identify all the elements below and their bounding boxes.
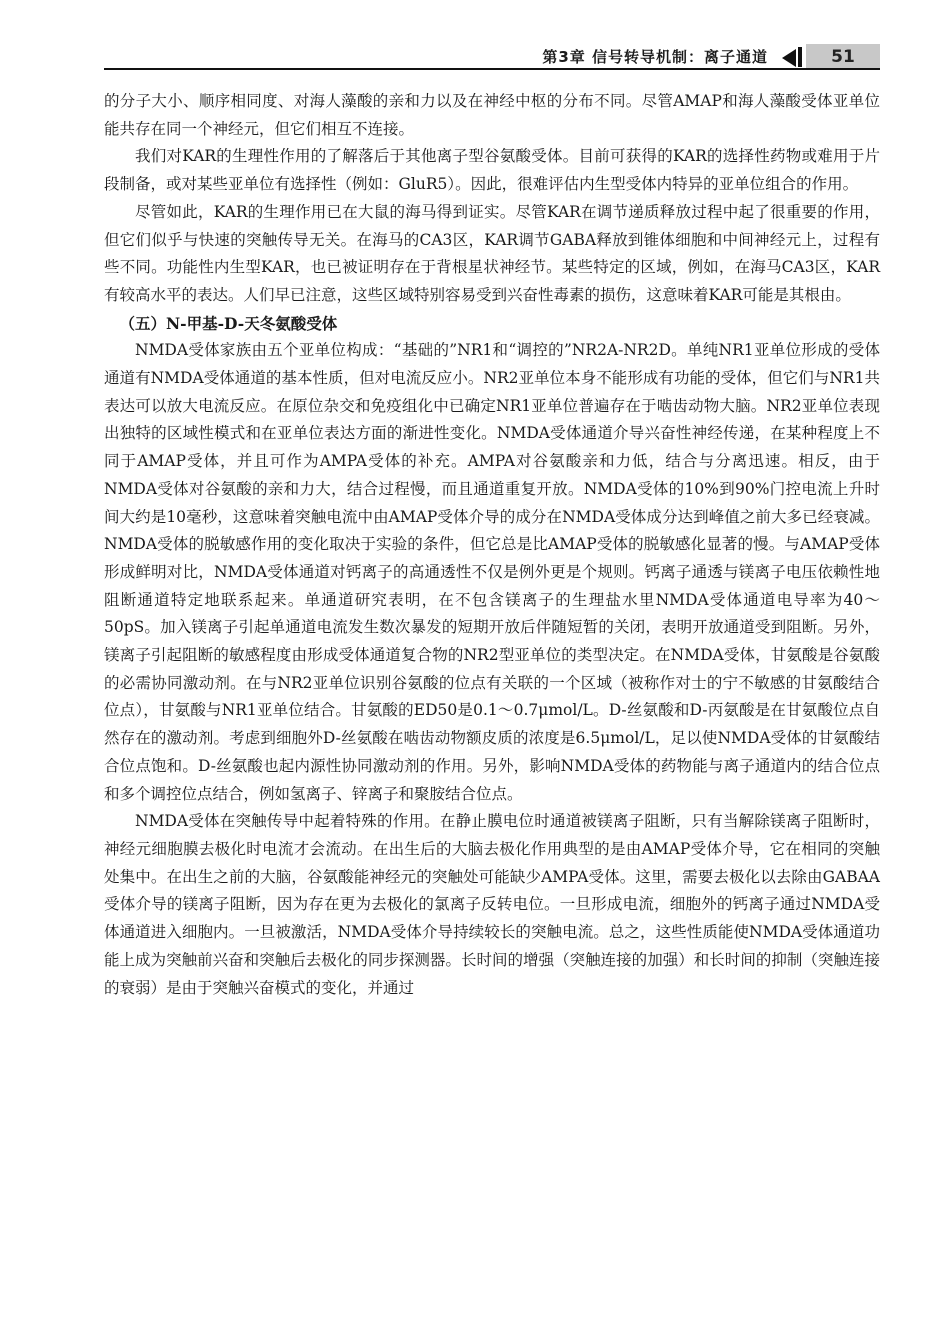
paragraph-5: NMDA受体在突触传导中起着特殊的作用。在静止膜电位时通道被镁离子阻断，只有当解除镁离子阻断时，神经元细胞膜去极化时电流才会流动。在出生后的大脑去极化作用典型的是由AMAP受体介导，它在相同的突触处集中。在出生之前的大脑，谷氨酸能神经元的突触处可能缺少AMPA受体。这里，需要去极化以去除由GABAA受体介导的镁离子阻断，因为存在更为去极化的氯离子反转电位。一旦形成电流，细胞外的钙离子通过NMDA受体通道进入细胞内。一旦被激活，NMDA受体介导持续较长的突触电流。总之，这些性质能使NMDA受体通道功能上成为突触前兴奋和突触后去极化的同步探测器。长时间的增强（突触连接的加强）和长时间的抑制（突触连接的衰弱）是由于突触兴奋模式的变化，并通过: [104, 812, 880, 997]
section-heading: （五）N-甲基-D-天冬氨酸受体: [119, 313, 338, 333]
divider-bar: [798, 47, 802, 67]
header-rule: [104, 68, 880, 70]
paragraph-3: 尽管如此，KAR的生理作用已在大鼠的海马得到证实。尽管KAR在调节递质释放过程中起了很重要的作用，但它们似乎与快速的突触传导无关。在海马的CA3区，KAR调节GABA释放到锥体细胞和中间神经元上，过程有些不同。功能性内生型KAR，也已被证明存在于背根星状神经节。某些特定的区域，例如，在海马CA3区，KAR有较高水平的表达。人们早已注意，这些区域特别容易受到兴奋性毒素的损伤，这意味着KAR可能是其根由。: [104, 202, 880, 304]
paragraph-1: 的分子大小、顺序相同度、对海人藻酸的亲和力以及在神经中枢的分布不同。尽管AMAP和海人藻酸受体亚单位能共存在同一个神经元，但它们相互不连接。: [104, 92, 880, 138]
paragraph-2: 我们对KAR的生理性作用的了解落后于其他离子型谷氨酸受体。目前可获得的KAR的选择性药物或难用于片段制备，或对某些亚单位有选择性（例如：GluR5）。因此，很难评估内生型受体内特异的亚单位组合的作用。: [104, 147, 880, 194]
page-body: [104, 88, 880, 1002]
running-header: [104, 44, 880, 70]
chapter-title: 第3章 信号转导机制：离子通道: [542, 48, 768, 66]
left-arrow-icon: [782, 49, 796, 67]
paragraph-4: NMDA受体家族由五个亚单位构成：“基础的”NR1和“调控的”NR2A-NR2D。单纯NR1亚单位形成的受体通道有NMDA受体通道的基本性质，但对电流反应小。NR2亚单位本身不能形成有功能的受体，但它们与NR1共表达可以放大电流反应。在原位杂交和免疫组化中已确定NR1亚单位普遍存在于啮齿动物大脑。NR2亚单位表现出独特的区域性模式和在亚单位表达方面的渐进性变化。NMDA受体通道介导兴奋性神经传递，在某种程度上不同于AMAP受体，并且可作为AMPA受体的补充。AMPA对谷氨酸亲和力低，结合与分离迅速。相反，由于NMDA受体对谷氨酸的亲和力大，结合过程慢，而且通道重复开放。NMDA受体的10%到90%门控电流上升时间大约是10毫秒，这意味着突触电流中由AMAP受体介导的成分在NMDA受体成分达到峰值之前大多已经衰减。NMDA受体的脱敏感作用的变化取决于实验的条件，但它总是比AMAP受体的脱敏感化显著的慢。与AMAP受体形成鲜明对比，NMDA受体通道对钙离子的高通透性不仅是例外更是个规则。钙离子通透与镁离子电压依赖性地阻断通道特定地联系起来。单通道研究表明，在不包含镁离子的生理盐水里NMDA受体通道电导率为40～50pS。加入镁离子引起单通道电流发生数次暴发的短期开放后伴随短暂的关闭，表明开放通道受到阻断。另外，镁离子引起阻断的敏感程度由形成受体通道复合物的NR2型亚单位的类型决定。在NMDA受体，甘氨酸是谷氨酸的必需协同激动剂。在与NR2亚单位识别谷氨酸的位点有关联的一个区域（被称作对士的宁不敏感的甘氨酸结合位点），甘氨酸与NR1亚单位结合。甘氨酸的ED50是0.1～0.7μmol/L。D-丝氨酸和D-丙氨酸是在甘氨酸位点自然存在的激动剂。考虑到细胞外D-丝氨酸在啮齿动物额皮质的浓度是6.5μmol/L，足以使NMDA受体的甘氨酸结合位点饱和。D-丝氨酸也起内源性协同激动剂的作用。另外，影响NMDA受体的药物能与离子通道内的结合位点和多个调控位点结合，例如氢离子、锌离子和聚胺结合位点。: [104, 341, 880, 803]
page-number: 51: [806, 44, 880, 70]
